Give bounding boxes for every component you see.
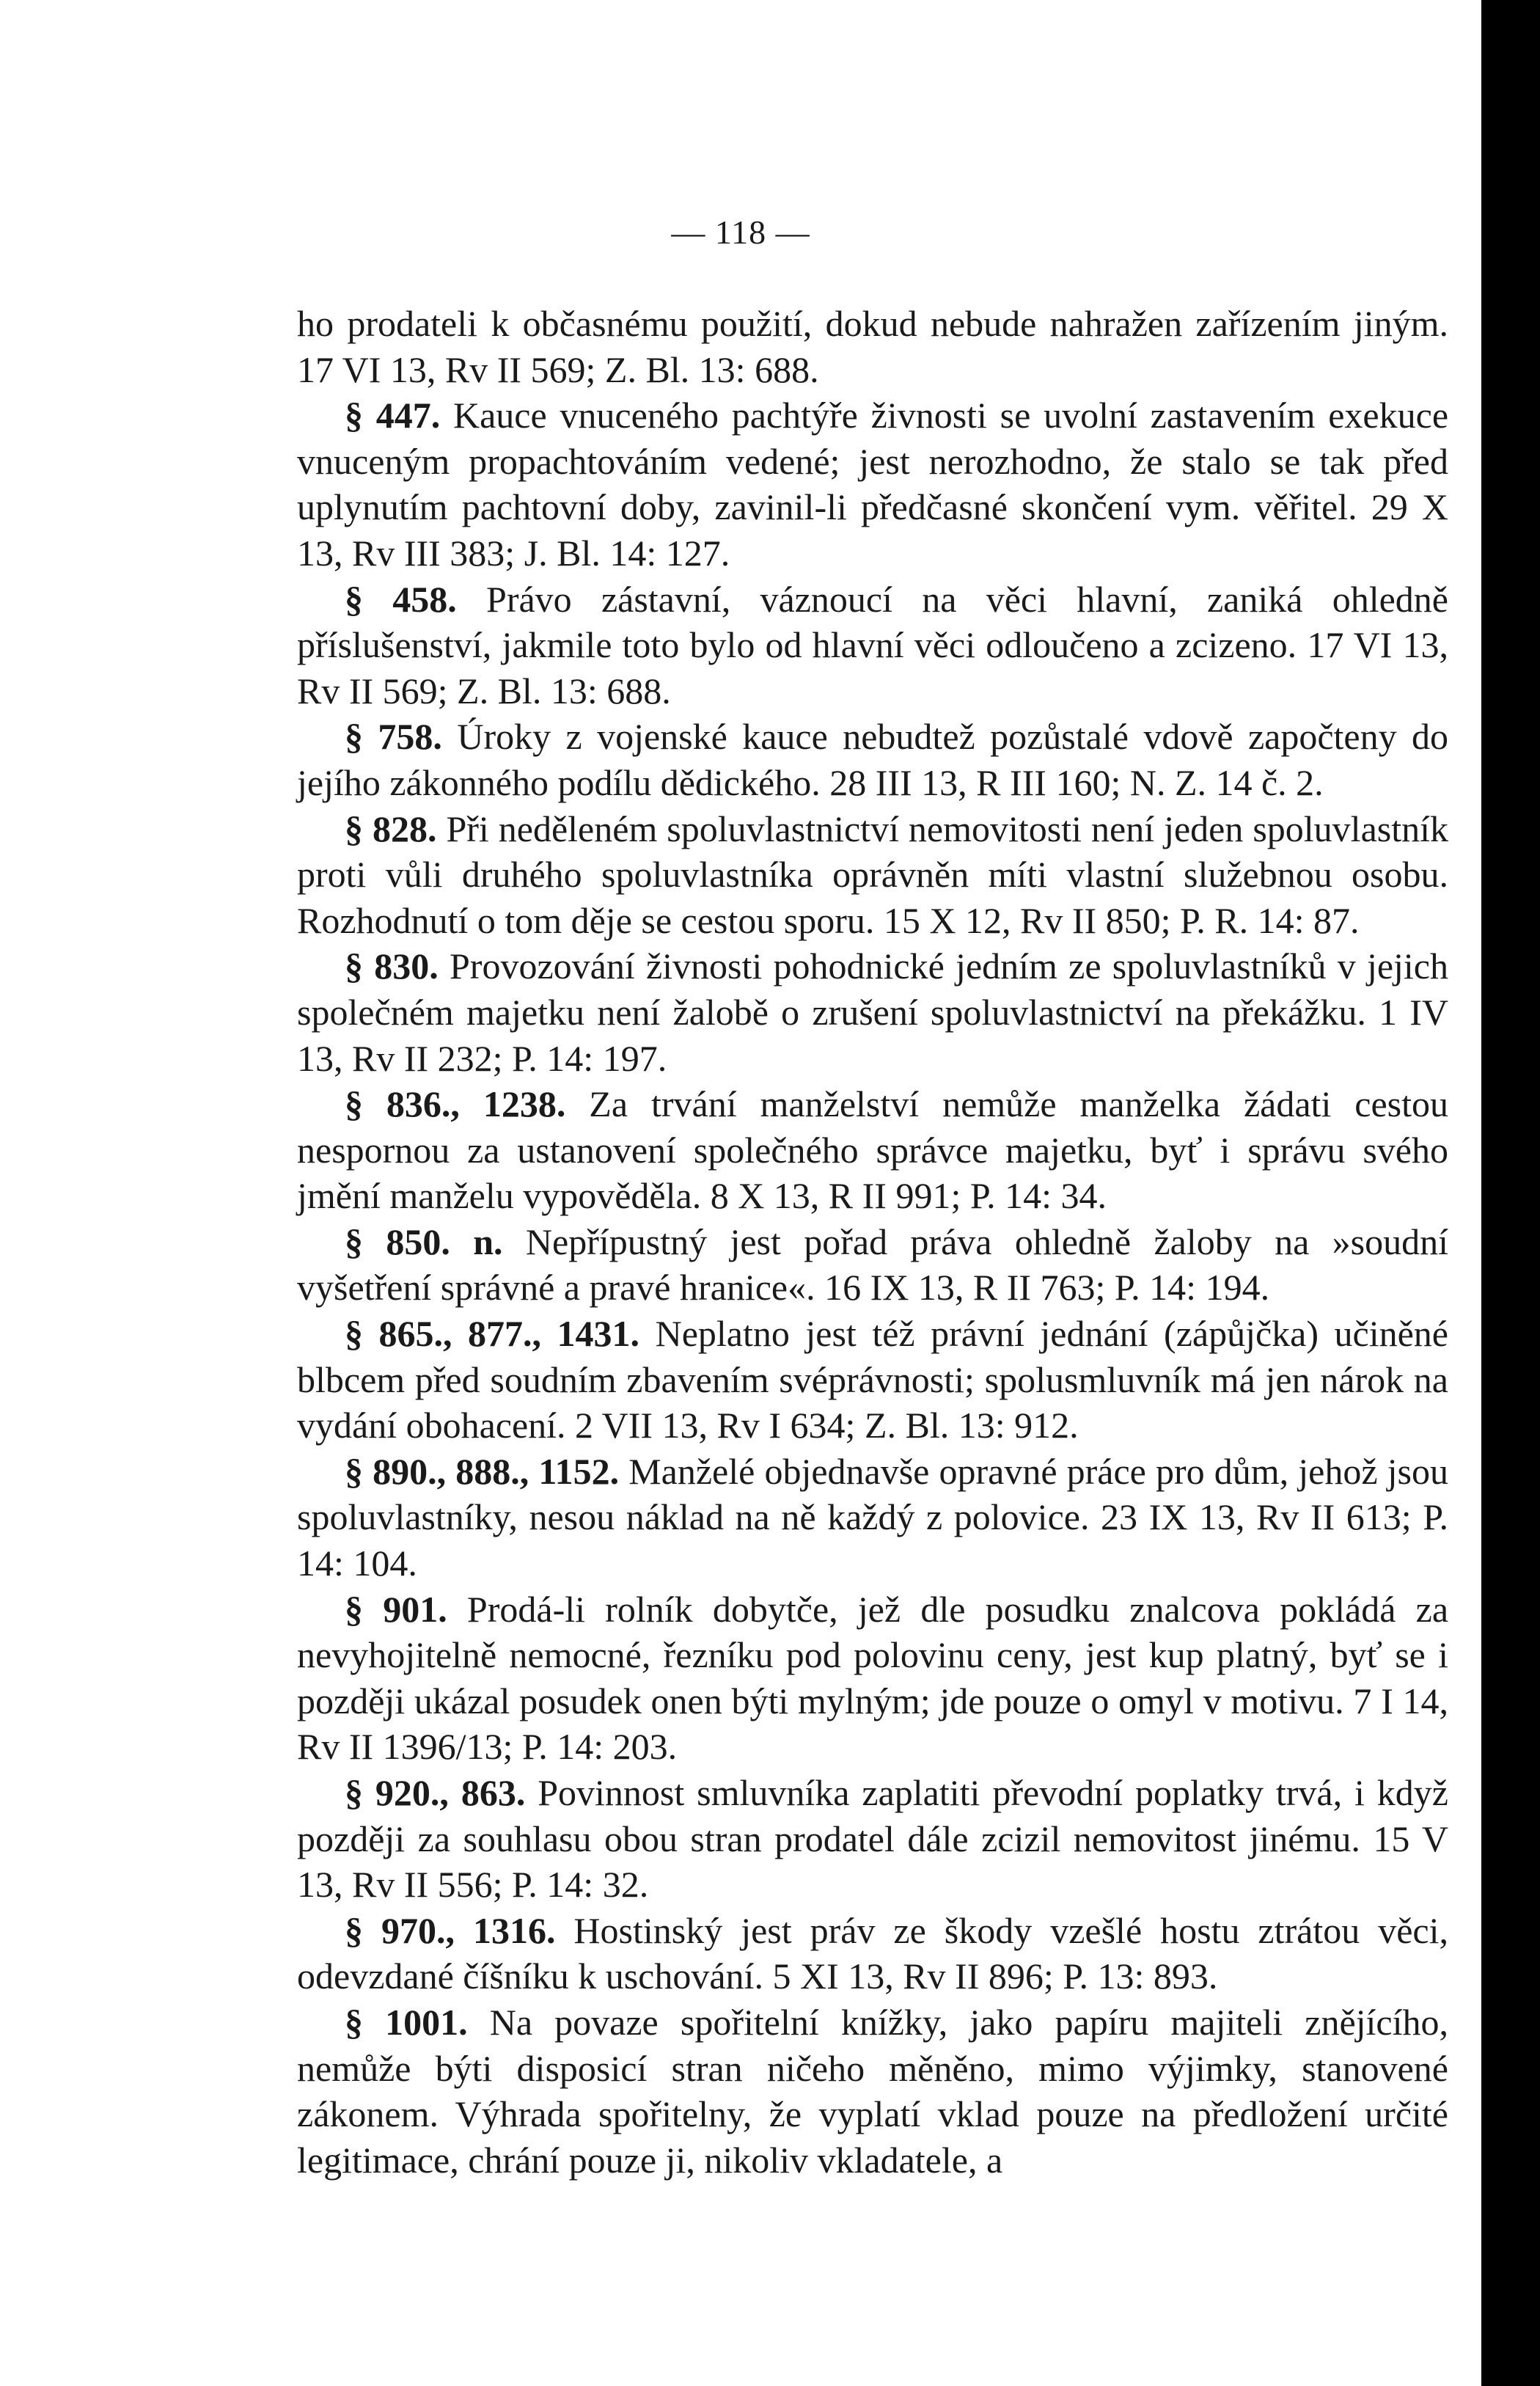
entry-paragraph xyxy=(297,714,1448,805)
entry-paragraph xyxy=(297,1908,1448,1999)
paragraph-text: Povinnost smluvníka zaplatiti převodní poplatky trvá, i když později za souhlasu obou stran prodatel dále zcizil nemovitost jinému. 15 V 13, Rv II 556; P. 14: 32. xyxy=(297,1772,1448,1906)
entry-paragraph xyxy=(297,577,1448,714)
paragraph-text: Prodá-li rolník dobytče, jež dle posudku znalcova pokládá za nevyhojitelně nemocné, řezníku pod polovinu ceny, jest kup platný, byť se i později ukázal posudek onen býti mylným; jde pouze o omyl v motivu. 7 I 14, Rv II 1396/13; P. 14: 203. xyxy=(297,1588,1449,1768)
entry-paragraph xyxy=(297,1587,1448,1770)
paragraph xyxy=(297,301,1448,392)
paragraph-text: Nepřípustný jest pořad práva ohledně žaloby na »soudní vyšetření správné a pravé hranice«. 16 IX 13, R II 763; P. 14: 194. xyxy=(297,1221,1448,1309)
section-reference: § 447. xyxy=(345,395,441,436)
section-reference: § 865., 877., 1431. xyxy=(345,1313,640,1355)
paragraph-text: Při neděleném spoluvlastnictví nemovitosti není jeden spoluvlastník proti vůli druhého spoluvlastníka oprávněn míti vlastní služebnou osobu. Rozhodnutí o tom děje se cestou sporu. 15 X 12, Rv II 850; P. R. 14: 87. xyxy=(297,808,1449,941)
section-reference: § 1001. xyxy=(345,2001,468,2043)
paragraph-text: Na povaze spořitelní knížky, jako papíru majiteli znějícího, nemůže býti disposicí stran ničeho měněno, mimo výjimky, stanovené zákonem. Výhrada spořitelny, že vyplatí vklad pouze na předložení určité legitimace, chrání pouze ji, nikoliv vkladatele, a xyxy=(297,2001,1448,2181)
scan-border xyxy=(1481,0,1540,2386)
section-reference: § 830. xyxy=(345,945,439,987)
paragraph-text: Manželé objednavše opravné práce pro dům, jehož jsou spoluvlastníky, nesou náklad na ně každý z polovice. 23 IX 13, Rv II 613; P. 14: 104. xyxy=(297,1450,1448,1584)
section-reference: § 828. xyxy=(345,808,437,849)
section-reference: § 836., 1238. xyxy=(345,1083,566,1125)
page-number: — 118 — xyxy=(671,213,810,251)
section-reference: § 758. xyxy=(345,716,442,758)
section-reference: § 901. xyxy=(345,1588,447,1630)
section-reference: § 970., 1316. xyxy=(345,1909,556,1951)
paragraph-text: Právo zástavní, váznoucí na věci hlavní, zaniká ohledně příslušenství, jakmile toto bylo od hlavní věci odloučeno a zcizeno. 17 VI 13, Rv II 569; Z. Bl. 13: 688. xyxy=(297,578,1448,711)
paragraph-text: Provozování živnosti pohodnické jedním ze spoluvlastníků v jejich společném majetku není žalobě o zrušení spoluvlastnictví na překážku. 1 IV 13, Rv II 232; P. 14: 197. xyxy=(297,945,1449,1079)
entry-paragraph xyxy=(297,1449,1448,1587)
page-text xyxy=(297,301,1448,2183)
paragraph-text: Neplatno jest též právní jednání (zápůjčka) učiněné blbcem před soudním zbavením svéprávnosti; spolusmluvník má jen nárok na vydání obohacení. 2 VII 13, Rv I 634; Z. Bl. 13: 912. xyxy=(297,1313,1449,1446)
section-reference: § 920., 863. xyxy=(345,1772,526,1813)
paragraph-text: ho prodateli k občasnému použití, dokud nebude nahražen zařízením jiným. 17 VI 13, Rv II 569; Z. Bl. 13: 688. xyxy=(297,303,1448,390)
section-reference: § 890., 888., 1152. xyxy=(345,1450,620,1492)
paragraph-text: Úroky z vojenské kauce nebudtež pozůstalé vdově započteny do jejího zákonného podílu dědického. 28 III 13, R III 160; N. Z. 14 č. 2. xyxy=(297,716,1449,803)
entry-paragraph xyxy=(297,392,1448,576)
section-reference: § 850. n. xyxy=(345,1221,503,1262)
paragraph-text: Za trvání manželství nemůže manželka žádati cestou nespornou za ustanovení společného správce majetku, byť i správu svého jmění manželu vypověděla. 8 X 13, R II 991; P. 14: 34. xyxy=(297,1083,1449,1217)
paragraph-text: Hostinský jest práv ze škody vzešlé hostu ztrátou věci, odevzdané číšníku k uschování. 5 XI 13, Rv II 896; P. 13: 893. xyxy=(297,1909,1448,1997)
entry-paragraph xyxy=(297,1219,1448,1311)
entry-paragraph xyxy=(297,806,1448,944)
section-reference: § 458. xyxy=(345,578,457,620)
entry-paragraph xyxy=(297,1081,1448,1219)
entry-paragraph xyxy=(297,1311,1448,1449)
paragraph-text: Kauce vnuceného pachtýře živnosti se uvolní zastavením exekuce vnuceným propachtováním vedené; jest nerozhodno, že stalo se tak před uplynutím pachtovní doby, zavinil-li předčasné skončení vym. věřitel. 29 X 13, Rv III 383; J. Bl. 14: 127. xyxy=(297,395,1449,574)
entry-paragraph xyxy=(297,1770,1448,1908)
entry-paragraph xyxy=(297,943,1448,1081)
entry-paragraph xyxy=(297,1999,1448,2183)
